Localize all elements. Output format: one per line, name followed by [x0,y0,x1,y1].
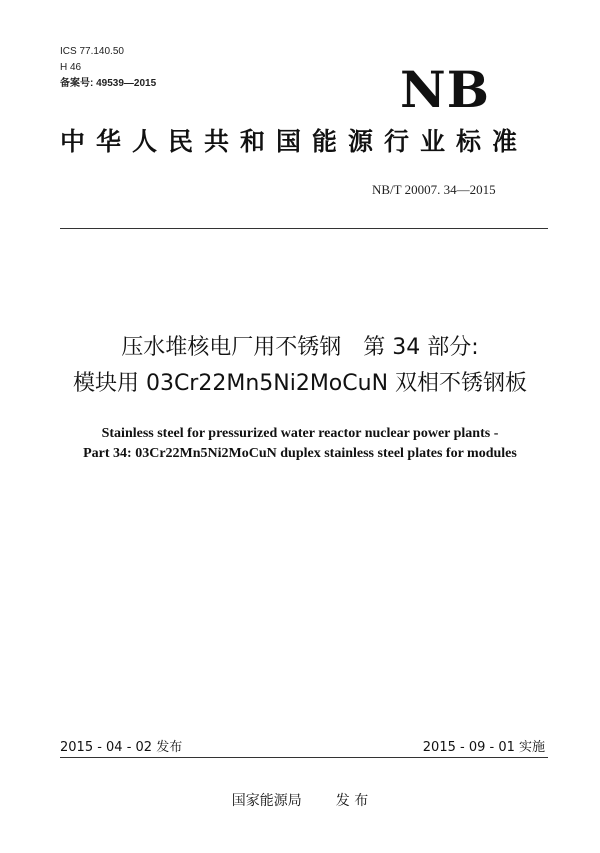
top-divider [60,228,548,229]
chinese-title-line-2: 模块用 03Cr22Mn5Ni2MoCuN 双相不锈钢板 [72,371,528,396]
classification-code: H 46 [60,62,82,73]
ics-code: ICS 77.140.50 [60,46,124,57]
english-title-line-2: Part 34: 03Cr22Mn5Ni2MoCuN duplex stainless steel plates for modules [83,446,517,461]
standard-number: NB/T 20007. 34—2015 [372,182,496,197]
chinese-title-line-1: 压水堆核电厂用不锈钢 第 34 部分: [121,335,479,360]
organization-title: 中华人民共和国能源行业标准 [60,127,529,156]
english-title-line-1: Stainless steel for pressurized water reactor nuclear power plants - [101,426,499,441]
implementation-date: 2015 - 09 - 01 实施 [422,740,545,755]
record-number: 备案号: 49539—2015 [60,78,157,89]
english-title [0,424,600,464]
nb-logo: NB [400,60,490,119]
publisher-line [0,790,600,810]
chinese-title [0,330,600,402]
issue-date: 2015 - 04 - 02 发布 [60,740,183,755]
publisher-name: 国家能源局 [231,793,302,809]
publisher-action: 发 布 [335,793,369,809]
bottom-divider [60,757,548,758]
meta-block [60,44,156,92]
